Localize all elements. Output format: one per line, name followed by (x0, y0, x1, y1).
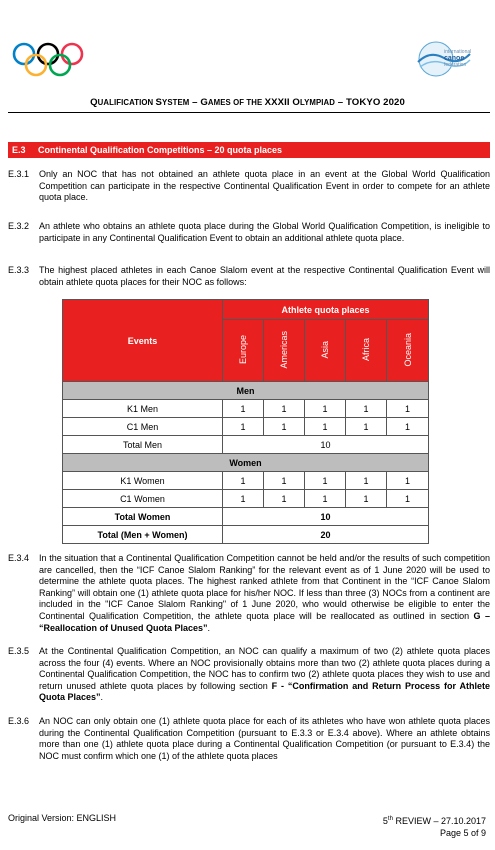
olympic-rings-logo (12, 40, 84, 80)
events-header: Events (63, 300, 223, 382)
paragraph-e-3-4: E.3.4 In the situation that a Continental Qualification Competition cannot be held and/or the results of such competition are cancelled, then the “ICF Canoe Slalom Ranking” for the relevant event as of 1 June 2020 will be used to determine the athlete quota places. The highest ranked athlete from that Continent in the “ICF Canoe Slalom Ranking” will obtain one (1) athlete quota place for his/her NOC. If less than three (3) NOCs from a continent are included in the "ICF Canoe Slalom Ranking" of 1 June 2020, who would otherwise be eligible to enter the Continental Qualification Competition, the athlete quota place will be reallocated as outlined in section G – “Reallocation of Unused Quota Places”. (8, 553, 491, 633)
total-all-row: Total (Men + Women) 20 (63, 526, 429, 544)
total-men-row: Total Men 10 (63, 436, 429, 454)
continent-header: Oceania (387, 320, 429, 382)
red-ring (62, 44, 82, 64)
paragraph-e-3-6: E.3.6 An NOC can only obtain one (1) athlete quota place for each of its athletes who have won athlete quota places during the Continental Qualification Competition (pursuant to E.3.3 or E.3.4 above). Where an athlete obtains more than one (1) athlete quota place during a Continental Qualification Competition (or pursuant to E.3.4) the NOC must confirm which one (1) of the athlete quota places (8, 716, 490, 761)
svg-text:international: international (444, 49, 472, 55)
table-row: K1 Women 1 1 1 1 1 (63, 472, 429, 490)
paragraph-e-3-2: E.3.2 An athlete who obtains an athlete quota place during the Global World Qualification Competition, is ineligible to participate in any Continental Qualification Event to obtain an additional athlete quota place. (8, 221, 490, 243)
page-number: Page 5 of 9 (439, 828, 486, 838)
paragraph-e-3-1: E.3.1 Only an NOC that has not obtained an athlete quota place in an event at the Global World Qualification Competition can participate in the respective Continental Qualification Event in order to compete for an athlete quota place. (8, 169, 490, 203)
footer-review: 5th REVIEW – 27.10.2017 Page 5 of 9 (382, 816, 486, 838)
paragraph-e-3-5: E.3.5 At the Continental Qualification Competition, an NOC can qualify a maximum of two (2) athlete quota places across the four (4) events. Where an NOC provisionally obtains more than two (2) athlete quota places during a Continental Qualification Competition, the NOC has to confirm two (2) athlete quota places they wish to use and return unused athlete quota places by following section F - “Confirmation and Return Process for Athlete Quota Places”. (8, 646, 490, 703)
header-divider (8, 112, 490, 113)
women-group-row: Women (63, 454, 429, 472)
yellow-ring (26, 55, 46, 75)
footer-version: Original Version: ENGLISH (8, 813, 117, 823)
men-group-row: Men (63, 382, 429, 400)
section-title: Continental Qualification Competitions – 20 quota places (38, 145, 283, 155)
continent-header: Europe (223, 320, 264, 382)
table-row: C1 Women 1 1 1 1 1 (63, 490, 429, 508)
blue-ring (14, 44, 34, 64)
continent-header: Asia (305, 320, 346, 382)
black-ring (38, 44, 58, 64)
svg-text:federation: federation (444, 62, 467, 68)
icf-federation-logo (414, 40, 474, 78)
athlete-quota-table (62, 299, 429, 544)
total-women-row: Total Women 10 (63, 508, 429, 526)
continent-header: Africa (346, 320, 387, 382)
paragraph-e-3-3: E.3.3 The highest placed athletes in each Canoe Slalom event at the respective Continental Qualification Event will obtain athlete quota places for their NOC as follows: (8, 265, 490, 287)
continent-header: Americas (264, 320, 305, 382)
quota-places-header: Athlete quota places (223, 300, 429, 320)
table-row: K1 Men 1 1 1 1 1 (63, 400, 429, 418)
table-row: C1 Men 1 1 1 1 1 (63, 418, 429, 436)
document-header-title: QUALIFICATION SYSTEM – GAMES OF THE XXXII OLYMPIAD – TOKYO 2020 (90, 97, 405, 108)
section-heading-bar (8, 142, 490, 158)
svg-text:canoe: canoe (444, 55, 465, 62)
section-number: E.3 (12, 145, 26, 155)
green-ring (50, 55, 70, 75)
